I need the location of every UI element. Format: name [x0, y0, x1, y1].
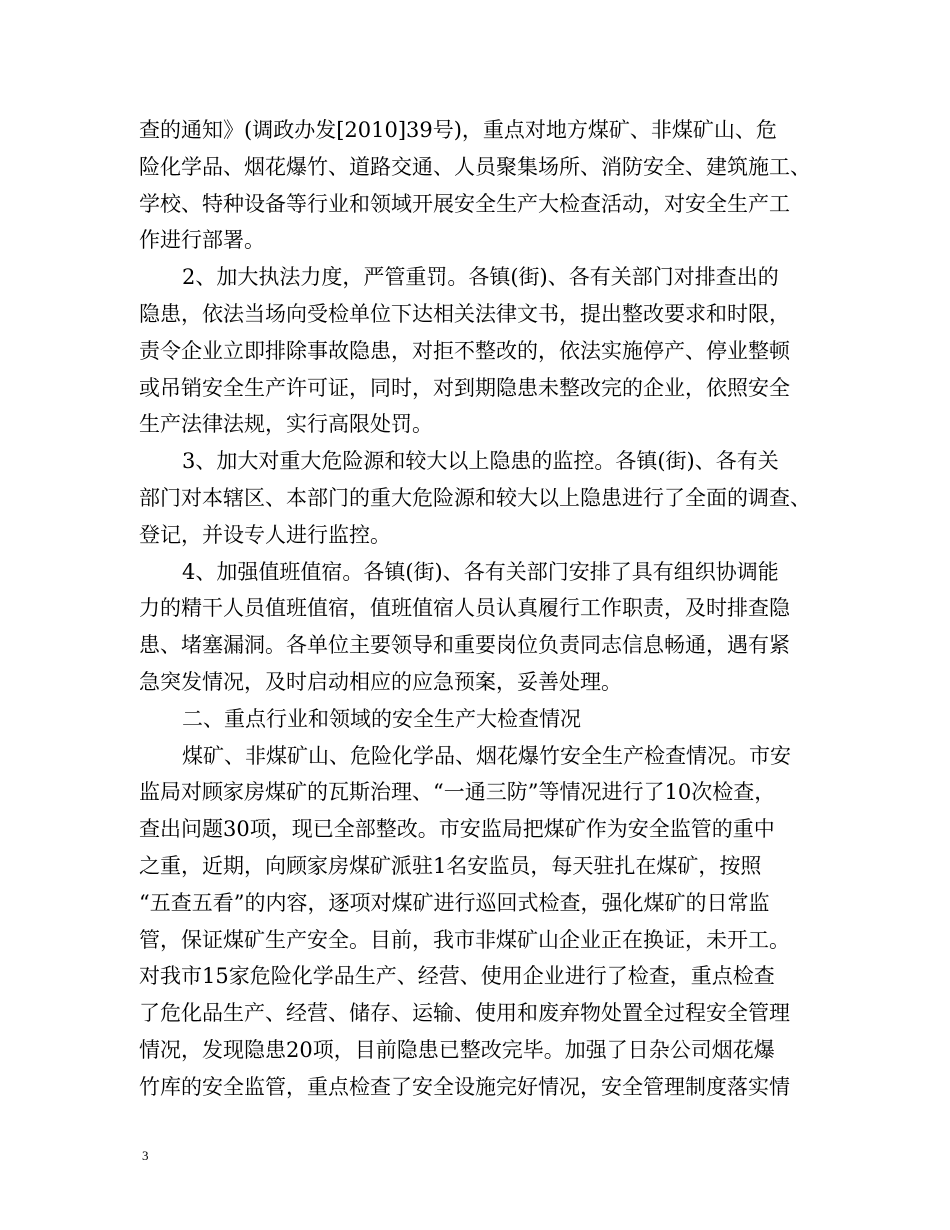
text-line: 3、加大对重大危险源和较大以上隐患的监控。各镇(街)、各有关	[182, 449, 779, 474]
text-line: “五查五看”的内容，逐项对煤矿进行巡回式检查，强化煤矿的日常监	[139, 890, 770, 915]
text-line: 竹库的安全监管，重点检查了安全设施完好情况，安全管理制度落实情	[139, 1074, 790, 1099]
document-body	[139, 112, 819, 1106]
text-line: 二、重点行业和领域的安全生产大检查情况	[182, 706, 581, 731]
text-line: 之重，近期，向顾家房煤矿派驻1名安监员，每天驻扎在煤矿，按照	[139, 853, 762, 878]
text-line: 查的通知》(调政办发[2010]39号)，重点对地方煤矿、非煤矿山、危	[139, 118, 777, 142]
page-number: 3	[142, 1148, 149, 1163]
text-line: 险化学品、烟花爆竹、道路交通、人员聚集场所、消防安全、建筑施工、	[139, 154, 811, 179]
text-line: 部门对本辖区、本部门的重大危险源和较大以上隐患进行了全面的调查、	[139, 485, 811, 510]
text-line: 患、堵塞漏洞。各单位主要领导和重要岗位负责同志信息畅通，遇有紧	[139, 633, 790, 658]
text-line: 或吊销安全生产许可证，同时，对到期隐患未整改完的企业，依照安全	[139, 375, 790, 400]
text-line: 管，保证煤矿生产安全。目前，我市非煤矿山企业正在换证，未开工。	[139, 927, 790, 952]
text-line: 隐患，依法当场向受检单位下达相关法律文书，提出整改要求和时限，	[139, 301, 790, 326]
text-line: 煤矿、非煤矿山、危险化学品、烟花爆竹安全生产检查情况。市安	[182, 743, 791, 768]
text-line: 登记，并设专人进行监控。	[139, 522, 391, 547]
text-line: 责令企业立即排除事故隐患，对拒不整改的，依法实施停产、停业整顿	[139, 338, 790, 363]
text-line: 作进行部署。	[139, 228, 265, 253]
text-line: 力的精干人员值班值宿，值班值宿人员认真履行工作职责，及时排查隐	[139, 596, 790, 621]
text-line: 查出问题30项，现已全部整改。市安监局把煤矿作为安全监管的重中	[139, 817, 775, 842]
text-line: 2、加大执法力度，严管重罚。各镇(街)、各有关部门对排查出的	[182, 265, 779, 290]
text-line: 急突发情况，及时启动相应的应急预案，妥善处理。	[139, 669, 622, 694]
text-line: 了危化品生产、经营、储存、运输、使用和废弃物处置全过程安全管理	[139, 1001, 790, 1026]
text-line: 监局对顾家房煤矿的瓦斯治理、“一通三防”等情况进行了10次检查，	[139, 780, 776, 805]
text-line: 4、加强值班值宿。各镇(街)、各有关部门安排了具有组织协调能	[182, 559, 779, 584]
text-line: 学校、特种设备等行业和领域开展安全生产大检查活动，对安全生产工	[139, 191, 790, 216]
text-line: 对我市15家危险化学品生产、经营、使用企业进行了检查，重点检查	[139, 964, 775, 989]
text-line: 情况，发现隐患20项，目前隐患已整改完毕。加强了日杂公司烟花爆	[139, 1037, 775, 1062]
text-line: 生产法律法规，实行高限处罚。	[139, 412, 433, 437]
